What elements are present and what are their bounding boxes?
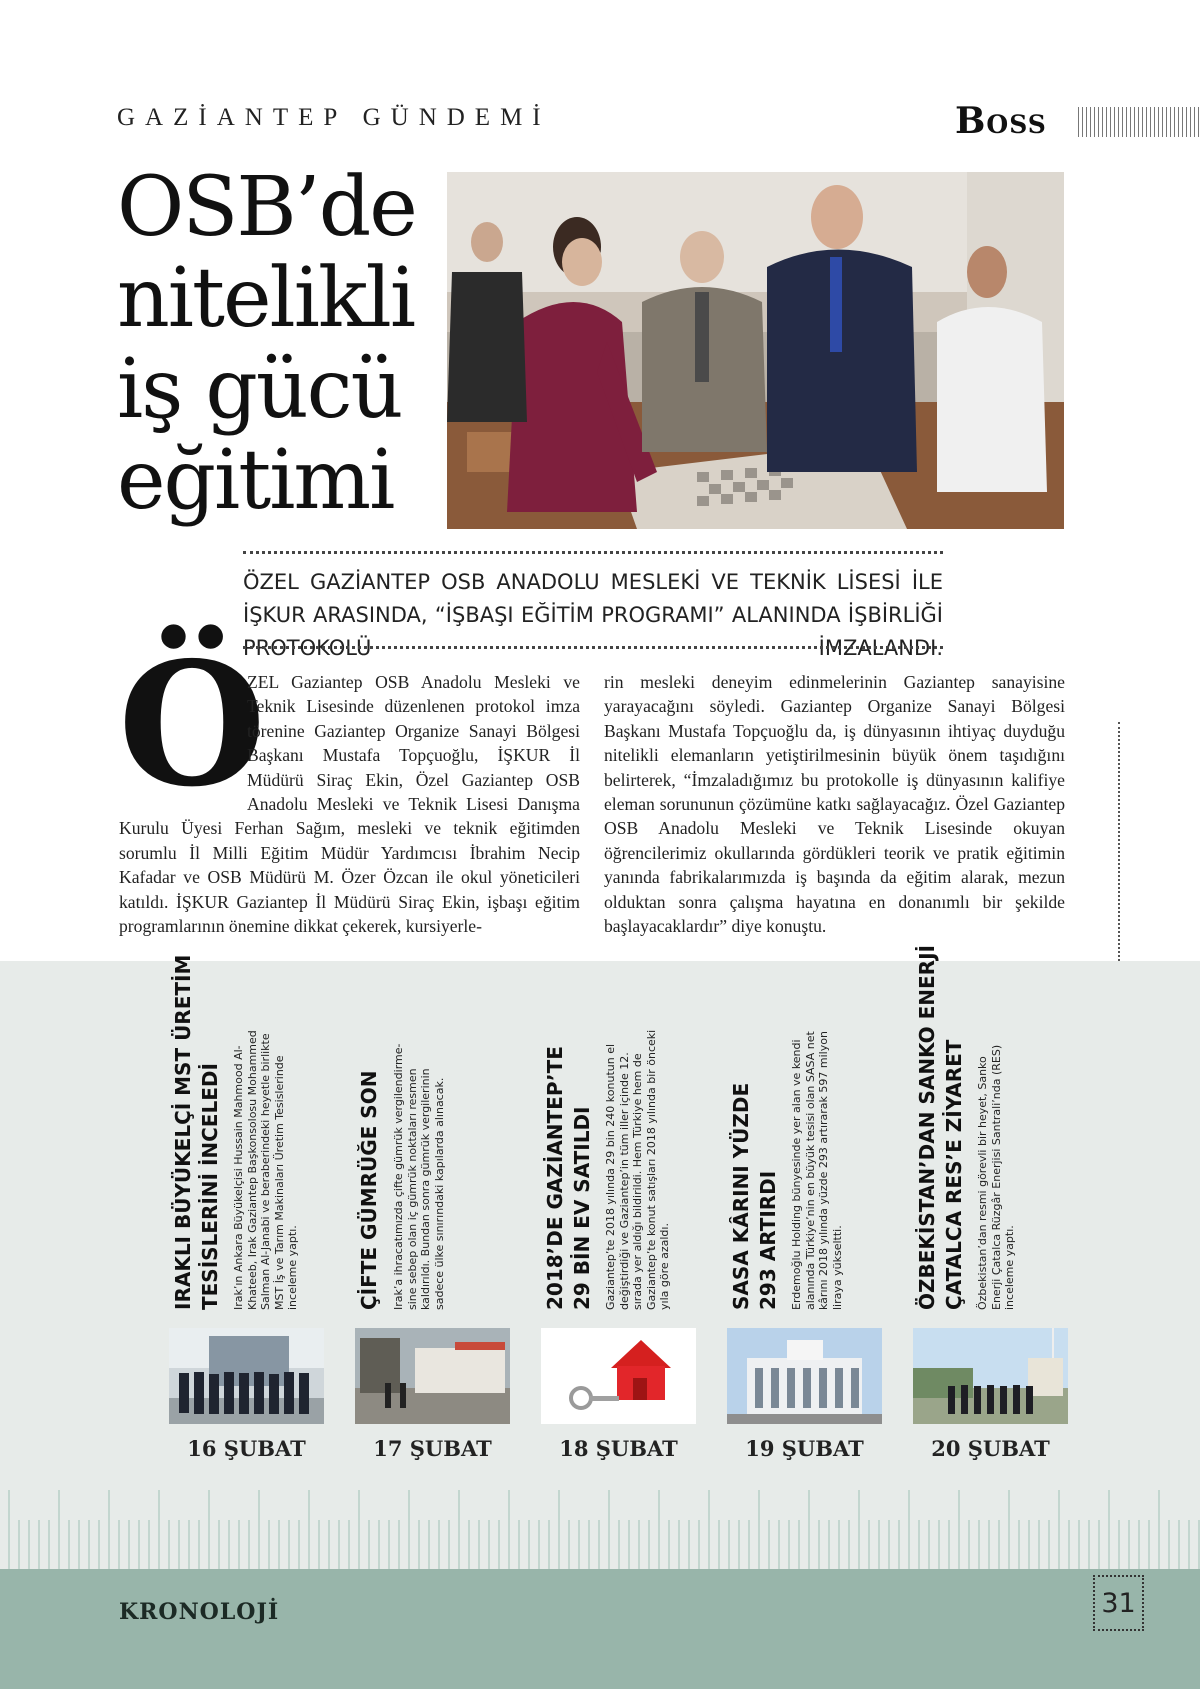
ruler-tick <box>1098 1520 1100 1570</box>
drop-cap-space <box>119 670 247 816</box>
ruler-tick <box>498 1520 500 1570</box>
house-key-photo <box>541 1328 696 1424</box>
headline-line: eğitimi <box>117 433 394 528</box>
ruler-tick <box>728 1520 730 1570</box>
ruler-tick <box>218 1520 220 1570</box>
ruler-tick <box>208 1490 210 1570</box>
ruler-tick <box>718 1520 720 1570</box>
ruler-tick <box>538 1520 540 1570</box>
section-title: GAZİANTEP GÜNDEMİ <box>117 104 551 131</box>
ruler-tick <box>878 1520 880 1570</box>
entry-photo <box>727 1328 882 1424</box>
ruler-tick <box>1158 1490 1160 1570</box>
entry-title: SASA KÂRINI YÜZDE 293 ARTIRDI <box>729 1082 780 1310</box>
lead-text: ÖZEL GAZİANTEP OSB ANADOLU MESLEKİ VE TEKNİK LİSESİ İLE İŞKUR ARASINDA, “İŞBAŞI EĞİTİM PROGRAMI” ALANINDA İŞBİRLİĞİ PROTOKOLÜ İMZALANDI. <box>243 570 943 660</box>
entry-body: Erdemoğlu Holding bünyesinde yer alan ve kendi alanında Türkiye’nin en büyük tesisi olan SASA net kârını 2018 yılında yüzde 293 artırarak 597 milyon liraya yükseltti. <box>790 1031 844 1310</box>
ruler-tick <box>908 1490 910 1570</box>
chronology-entry <box>170 954 330 1320</box>
ruler-tick <box>788 1520 790 1570</box>
brand-logo: Boss <box>955 100 1047 142</box>
ruler-tick <box>868 1520 870 1570</box>
headline-line: nitelikli <box>117 251 415 346</box>
entry-title: 2018’DE GAZİANTEP’TE 29 BİN EV SATILDI <box>543 1046 594 1310</box>
ruler-tick <box>1058 1490 1060 1570</box>
ruler-tick <box>848 1520 850 1570</box>
ruler-tick <box>298 1520 300 1570</box>
ruler-tick <box>918 1520 920 1570</box>
ruler-tick <box>18 1520 20 1570</box>
entry-title: ÇİFTE GÜMRÜĞE SON <box>357 1070 381 1310</box>
entry-title: ÖZBEKİSTAN’DAN SANKO ENERJİ ÇATALCA RES’E ZİYARET <box>915 945 966 1310</box>
body-column-1 <box>119 670 580 938</box>
ruler-tick <box>58 1490 60 1570</box>
ruler-tick <box>338 1520 340 1570</box>
ruler-tick <box>588 1520 590 1570</box>
body-column-1-text: ZEL Gaziantep OSB Anadolu Mesleki ve Teknik Lisesinde düzenlenen protokol imza törenine Gaziantep Organize Sanayi Bölgesi Başkanı Mustafa Topçuoğlu, İŞKUR İl Müdürü Siraç Ekin, Özel Gaziantep OSB Anadolu Mesleki ve Teknik Lisesi Danışma Kurulu Üyesi Ferhan Sağım, mesleki ve teknik eğitimden sorumlu İl Milli Eğitim Müdür Yardımcısı İbrahim Necip Kafadar ve OSB Müdürü M. Özer Özcan ile okul yöneticileri katıldı. İŞKUR Gaziantep İl Müdürü Siraç Ekin, işbaşı eğitim programlarının önemine dikkat çekerek, kursiyerle- <box>119 672 580 937</box>
ruler-tick <box>858 1490 860 1570</box>
drop-cap: Ö <box>118 625 267 825</box>
ruler-tick <box>358 1490 360 1570</box>
ruler-tick <box>288 1520 290 1570</box>
ruler-tick <box>948 1520 950 1570</box>
ruler-tick <box>88 1520 90 1570</box>
page-number: 31 <box>1093 1575 1144 1631</box>
ruler-tick <box>1138 1520 1140 1570</box>
ruler-tick <box>138 1520 140 1570</box>
entry-date: 20 ŞUBAT <box>931 1436 1050 1461</box>
ruler-tick <box>478 1520 480 1570</box>
ruler-tick <box>1028 1520 1030 1570</box>
ruler-tick <box>1018 1520 1020 1570</box>
ruler-tick <box>198 1520 200 1570</box>
ruler-tick <box>578 1520 580 1570</box>
ruler-tick <box>128 1520 130 1570</box>
ruler-tick <box>1008 1490 1010 1570</box>
ruler-tick <box>448 1520 450 1570</box>
entry-body: Irak’a ihracatımızda çifte gümrük vergilendirme- sine sebep olan iç gümrük noktaları resmen kaldırıldı. Bundan sonra gümrük vergilerinin sadece ülke sınırındaki kapılarda alınacak. <box>392 1043 446 1310</box>
ruler-tick <box>158 1490 160 1570</box>
ruler-tick <box>228 1520 230 1570</box>
ruler-tick <box>758 1490 760 1570</box>
ruler-tick <box>1068 1520 1070 1570</box>
ruler-tick <box>38 1520 40 1570</box>
lead-rule-bottom <box>243 646 943 649</box>
entry-photo <box>913 1328 1068 1424</box>
brand-stripes <box>1078 107 1200 137</box>
ruler-tick <box>1168 1520 1170 1570</box>
ruler-tick <box>648 1520 650 1570</box>
ruler-tick <box>308 1490 310 1570</box>
ruler-tick <box>48 1520 50 1570</box>
ruler-tick <box>568 1520 570 1570</box>
footer-band <box>0 1569 1200 1689</box>
ruler-tick <box>1118 1520 1120 1570</box>
ruler-tick <box>798 1520 800 1570</box>
ruler-tick <box>1088 1520 1090 1570</box>
ruler-tick <box>778 1520 780 1570</box>
ruler-tick <box>838 1520 840 1570</box>
ruler-tick <box>558 1490 560 1570</box>
ruler-tick <box>768 1520 770 1570</box>
ruler-tick <box>958 1490 960 1570</box>
ruler-tick <box>888 1520 890 1570</box>
ruler-tick <box>148 1520 150 1570</box>
ruler-tick <box>688 1520 690 1570</box>
headline-line: iş gücü <box>117 342 402 437</box>
ruler-tick <box>78 1520 80 1570</box>
ruler-tick <box>418 1520 420 1570</box>
ruler-tick <box>608 1490 610 1570</box>
ruler-tick <box>618 1520 620 1570</box>
ruler-tick <box>1178 1520 1180 1570</box>
lead-rule-top <box>243 551 943 554</box>
ruler-tick <box>1108 1490 1110 1570</box>
ruler-tick <box>388 1520 390 1570</box>
ruler-tick <box>828 1520 830 1570</box>
ruler-tick <box>638 1520 640 1570</box>
chronology-entry <box>356 1000 516 1320</box>
ruler-tick <box>458 1490 460 1570</box>
ruler-tick <box>548 1520 550 1570</box>
ruler-tick <box>178 1520 180 1570</box>
entry-title: IRAKLI BÜYÜKELÇİ MST ÜRETİM TESİSLERİNİ İNCELEDİ <box>171 954 222 1310</box>
ruler-tick <box>8 1490 10 1570</box>
entry-date: 18 ŞUBAT <box>559 1436 678 1461</box>
ruler-tick <box>818 1520 820 1570</box>
ruler-tick <box>1078 1520 1080 1570</box>
ruler-tick <box>238 1520 240 1570</box>
entry-date: 19 ŞUBAT <box>745 1436 864 1461</box>
ruler-tick <box>678 1520 680 1570</box>
ruler-tick <box>598 1520 600 1570</box>
ruler-tick <box>98 1520 100 1570</box>
ruler-tick <box>468 1520 470 1570</box>
ruler-tick <box>278 1520 280 1570</box>
ruler-tick <box>408 1490 410 1570</box>
ruler-tick <box>1188 1520 1190 1570</box>
ruler-tick <box>528 1520 530 1570</box>
ruler-tick <box>698 1520 700 1570</box>
entry-photo <box>169 1328 324 1424</box>
ruler-tick <box>168 1520 170 1570</box>
entry-body: Özbekistan’dan resmi görevli bir heyet, Sanko Enerji Çatalca Rüzgâr Enerjisi Santrali’nda (RES) inceleme yaptı. <box>976 1044 1017 1310</box>
ruler-tick <box>518 1520 520 1570</box>
ruler-tick <box>988 1520 990 1570</box>
ruler-tick <box>28 1520 30 1570</box>
ruler-tick <box>938 1520 940 1570</box>
ruler-tick <box>708 1490 710 1570</box>
ruler-tick <box>318 1520 320 1570</box>
ruler-tick <box>1148 1520 1150 1570</box>
footer-label: KRONOLOJİ <box>119 1599 280 1625</box>
ruler-tick <box>268 1520 270 1570</box>
ruler-tick <box>748 1520 750 1570</box>
entry-date: 17 ŞUBAT <box>373 1436 492 1461</box>
headline-line: OSB’de <box>117 160 416 255</box>
ruler-tick <box>1128 1520 1130 1570</box>
ruler-tick <box>668 1520 670 1570</box>
ruler-tick <box>188 1520 190 1570</box>
entry-body: Gaziantep’te 2018 yılında 29 bin 240 konutun el değiştirdiği ve Gaziantep’in tüm iller içinde 12. sırada yer aldığı bildirildi. Hem Türkiye hem de Gaziantep’te konut satışları 2018 yılında bir önceki yıla göre azaldı. <box>604 1029 672 1310</box>
chronology-entry <box>914 945 1074 1320</box>
ruler-tick <box>808 1490 810 1570</box>
ruler-tick <box>118 1520 120 1570</box>
ruler-tick <box>398 1520 400 1570</box>
ruler-tick <box>738 1520 740 1570</box>
ruler-tick <box>428 1520 430 1570</box>
ruler-tick <box>258 1490 260 1570</box>
ruler-tick <box>488 1520 490 1570</box>
ruler-tick <box>248 1520 250 1570</box>
ruler-tick <box>348 1520 350 1570</box>
entry-body: Irak’ın Ankara Büyükelçisi Hussain Mahmood Al- Khateeb, Irak Gaziantep Başkonsolosu Mohammed Salman Al-Janabi ve beraberindeki heyetle birlikte MST İş ve Tarım Makinaları Üretim Tesislerinde inceleme yaptı. <box>232 1030 300 1310</box>
ruler-tick <box>978 1520 980 1570</box>
ruler-tick <box>998 1520 1000 1570</box>
ruler-tick <box>328 1520 330 1570</box>
chronology-entry <box>542 1000 702 1320</box>
entry-photo <box>355 1328 510 1424</box>
body-column-2: rin mesleki deneyim edinmelerinin Gaziantep sanayisine yarayacağını söyledi. Gaziantep Organize Sanayi Bölgesi Başkanı Mustafa Topçuoğlu da, iş dünyasının ihtiyaç duyduğu nitelikli elemanların yetiştirilmesinin büyük önem taşıdığını belirterek, “İmzaladığımız bu protokolle iş dünyasının kalifiye eleman sorununun çözümüne katkı sağlayacağız. Özel Gaziantep OSB Anadolu Mesleki ve Teknik Lisesinde okuyan öğrencilerimiz okullarında gördükleri teorik ve pratik eğitimin yanında fabrikalarımızda iş başında da eğitim alarak, mezun olduktan sonra çalışma hayatına en donanımlı bir şekilde başlayacaklardır” diye konuştu. <box>604 672 1065 937</box>
ruler-tick <box>658 1490 660 1570</box>
ruler-tick <box>108 1490 110 1570</box>
chronology-entry <box>728 1000 888 1320</box>
ruler-tick <box>378 1520 380 1570</box>
ruler-tick <box>438 1520 440 1570</box>
ruler-decoration <box>0 1460 1200 1570</box>
ruler-tick <box>628 1520 630 1570</box>
ruler-tick <box>1048 1520 1050 1570</box>
headline <box>117 162 437 526</box>
hero-photo <box>447 172 1064 529</box>
ruler-tick <box>928 1520 930 1570</box>
ruler-tick <box>68 1520 70 1570</box>
entry-date: 16 ŞUBAT <box>187 1436 306 1461</box>
ruler-tick <box>508 1490 510 1570</box>
ruler-tick <box>968 1520 970 1570</box>
ruler-tick <box>368 1520 370 1570</box>
ruler-tick <box>898 1520 900 1570</box>
ruler-tick <box>1038 1520 1040 1570</box>
